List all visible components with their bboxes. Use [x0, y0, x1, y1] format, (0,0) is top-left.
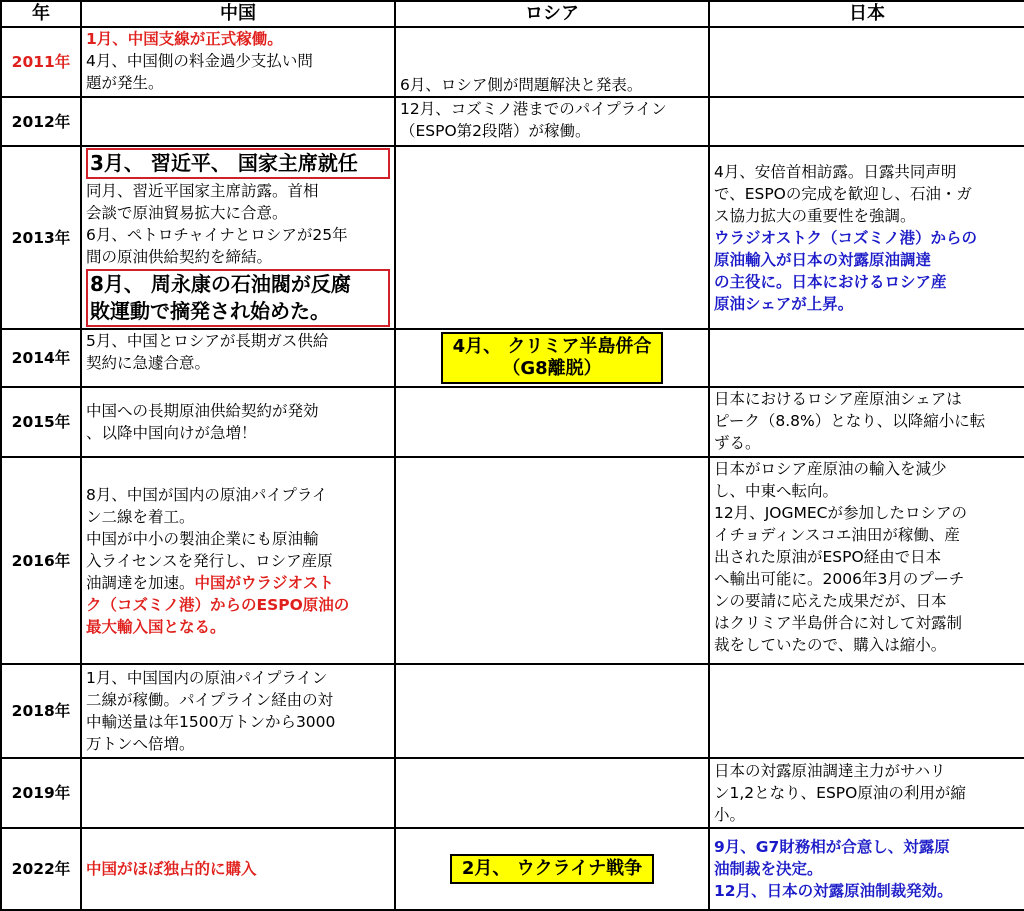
japan-text: 12月、JOGMECが参加したロシアの — [714, 504, 967, 522]
year-cell: 2022年 — [1, 828, 81, 910]
japan-cell — [709, 664, 1024, 758]
japan-cell — [709, 329, 1024, 387]
china-cell — [81, 387, 395, 457]
japan-text-blue: 原油輸入が日本の対露原油調達 — [714, 250, 932, 269]
japan-text: 裁をしていたので、購入は縮小。 — [714, 636, 947, 654]
event-highlight-box — [441, 332, 664, 384]
china-text-red: 中国がほぼ独占的に購入 — [86, 860, 257, 878]
russia-cell — [395, 758, 709, 828]
japan-text: はクリミア半島併合に対して対露制 — [714, 614, 963, 632]
russia-event: 4月、 クリミア半島併合 — [452, 336, 652, 357]
japan-cell — [709, 758, 1024, 828]
china-text: 会談で原油貿易拡大に合意。 — [86, 204, 288, 222]
header-russia: ロシア — [395, 1, 709, 27]
russia-cell — [395, 146, 709, 329]
russia-text: 12月、コズミノ港までのパイプライン — [400, 100, 667, 118]
header-year: 年 — [1, 1, 81, 27]
japan-text: へ輸出可能に。2006年3月のプーチ — [714, 570, 965, 588]
china-text: 中国への長期原油供給契約が発効 — [86, 402, 319, 420]
japan-text-blue: 油制裁を決定。 — [714, 860, 823, 878]
japan-cell — [709, 828, 1024, 910]
row-2013 — [1, 146, 1024, 329]
row-2015 — [1, 387, 1024, 457]
china-text: ン二線を着工。 — [86, 507, 195, 526]
china-text: 4月、中国側の料金過少支払い問 — [86, 52, 313, 70]
china-text-red: 1月、中国支線が正式稼働。 — [86, 30, 283, 48]
russia-cell — [395, 27, 709, 97]
year-cell: 2019年 — [1, 758, 81, 828]
header-japan: 日本 — [709, 1, 1024, 27]
row-2012 — [1, 97, 1024, 146]
china-cell — [81, 457, 395, 664]
china-text: 中輸送量は年1500万トンから3000 — [86, 713, 336, 731]
row-2016 — [1, 457, 1024, 664]
china-cell — [81, 758, 395, 828]
row-2022 — [1, 828, 1024, 910]
china-cell — [81, 828, 395, 910]
china-cell — [81, 146, 395, 329]
row-2018 — [1, 664, 1024, 758]
japan-text: し、中東へ転向。 — [714, 482, 839, 500]
china-text: 6月、ペトロチャイナとロシアが25年 — [86, 226, 348, 244]
china-cell — [81, 97, 395, 146]
russia-text: （ESPO第2段階）が稼働。 — [400, 122, 591, 140]
china-headline: 8月、 周永康の石油閥が反腐 — [90, 272, 351, 296]
russia-cell — [395, 664, 709, 758]
japan-text: 出された原油がESPO経由で日本 — [714, 548, 942, 566]
event-highlight-box — [450, 854, 654, 884]
china-text-red: 中国がウラジオスト — [194, 573, 334, 592]
russia-event: （G8離脱） — [502, 358, 602, 379]
japan-text-blue: 12月、日本の対露原油制裁発効。 — [714, 882, 953, 900]
japan-text: 日本におけるロシア産原油シェアは — [714, 390, 962, 408]
russia-cell — [395, 329, 709, 387]
japan-text: で、ESPOの完成を歓迎し、石油・ガ — [714, 184, 972, 203]
china-text: 契約に急遽合意。 — [86, 354, 211, 372]
japan-text: ピーク（8.8%）となり、以降縮小に転 — [714, 412, 986, 430]
japan-cell — [709, 387, 1024, 457]
japan-cell — [709, 457, 1024, 664]
china-text: 、以降中国向けが急増！ — [86, 424, 257, 442]
china-text: 1月、中国国内の原油パイプライン — [86, 669, 328, 687]
row-2019 — [1, 758, 1024, 828]
japan-text: ン1,2となり、ESPO原油の利用が縮 — [714, 784, 966, 802]
japan-text-blue: 9月、G7財務相が合意し、対露原 — [714, 838, 950, 856]
japan-cell — [709, 146, 1024, 329]
japan-text: 4月、安倍首相訪露。日露共同声明 — [714, 162, 957, 181]
japan-text: ずる。 — [714, 434, 761, 452]
china-text: 二線が稼働。パイプライン経由の対 — [86, 691, 334, 709]
japan-text: 日本がロシア産原油の輸入を減少 — [714, 460, 947, 478]
russia-cell — [395, 457, 709, 664]
china-text: 同月、習近平国家主席訪露。首相 — [86, 182, 319, 200]
japan-text: ンの要請に応えた成果だが、日本 — [714, 592, 947, 610]
china-cell — [81, 664, 395, 758]
japan-text-blue: 原油シェアが上昇。 — [714, 294, 854, 313]
year-cell: 2016年 — [1, 457, 81, 664]
russia-cell — [395, 387, 709, 457]
row-2014 — [1, 329, 1024, 387]
japan-text-blue: ウラジオストク（コズミノ港）からの — [714, 228, 978, 247]
china-cell — [81, 329, 395, 387]
japan-text: イチョディンスコエ油田が稼働、産 — [714, 526, 960, 544]
russia-event: 2月、 ウクライナ戦争 — [461, 858, 643, 879]
japan-cell — [709, 97, 1024, 146]
china-text: 8月、中国が国内の原油パイプライ — [86, 485, 328, 504]
japan-text: ス協力拡大の重要性を強調。 — [714, 206, 916, 225]
china-text: 間の原油供給契約を締結。 — [86, 248, 273, 266]
china-text: 油調達を加速。 — [86, 573, 195, 592]
year-cell: 2011年 — [1, 27, 81, 97]
japan-text: 小。 — [714, 806, 746, 824]
header-row — [1, 1, 1024, 27]
japan-cell — [709, 27, 1024, 97]
year-cell: 2012年 — [1, 97, 81, 146]
china-text: 5月、中国とロシアが長期ガス供給 — [86, 332, 329, 350]
china-headline: 敗運動で摘発され始めた。 — [90, 299, 330, 323]
china-cell — [81, 27, 395, 97]
russia-cell — [395, 828, 709, 910]
row-2011 — [1, 27, 1024, 97]
russia-cell — [395, 97, 709, 146]
header-china: 中国 — [81, 1, 395, 27]
year-cell: 2018年 — [1, 664, 81, 758]
russia-text: 6月、ロシア側が問題解決と発表。 — [400, 76, 643, 94]
china-text-red: 最大輸入国となる。 — [86, 617, 226, 636]
china-text-red: ク（コズミノ港）からのESPO原油の — [86, 595, 350, 614]
china-text: 入ライセンスを発行し、ロシア産原 — [86, 551, 333, 570]
china-headline: 3月、 習近平、 国家主席就任 — [90, 151, 358, 175]
highlight-box — [86, 148, 390, 179]
china-mixed-line — [86, 572, 390, 594]
china-text: 題が発生。 — [86, 74, 164, 92]
china-text: 万トンへ倍増。 — [86, 735, 195, 753]
year-cell: 2015年 — [1, 387, 81, 457]
japan-text: 日本の対露原油調達主力がサハリ — [714, 762, 946, 780]
highlight-box — [86, 269, 390, 327]
year-cell: 2013年 — [1, 146, 81, 329]
china-text: 中国が中小の製油企業にも原油輸 — [86, 529, 319, 548]
year-cell: 2014年 — [1, 329, 81, 387]
japan-text-blue: の主役に。日本におけるロシア産 — [714, 272, 947, 291]
